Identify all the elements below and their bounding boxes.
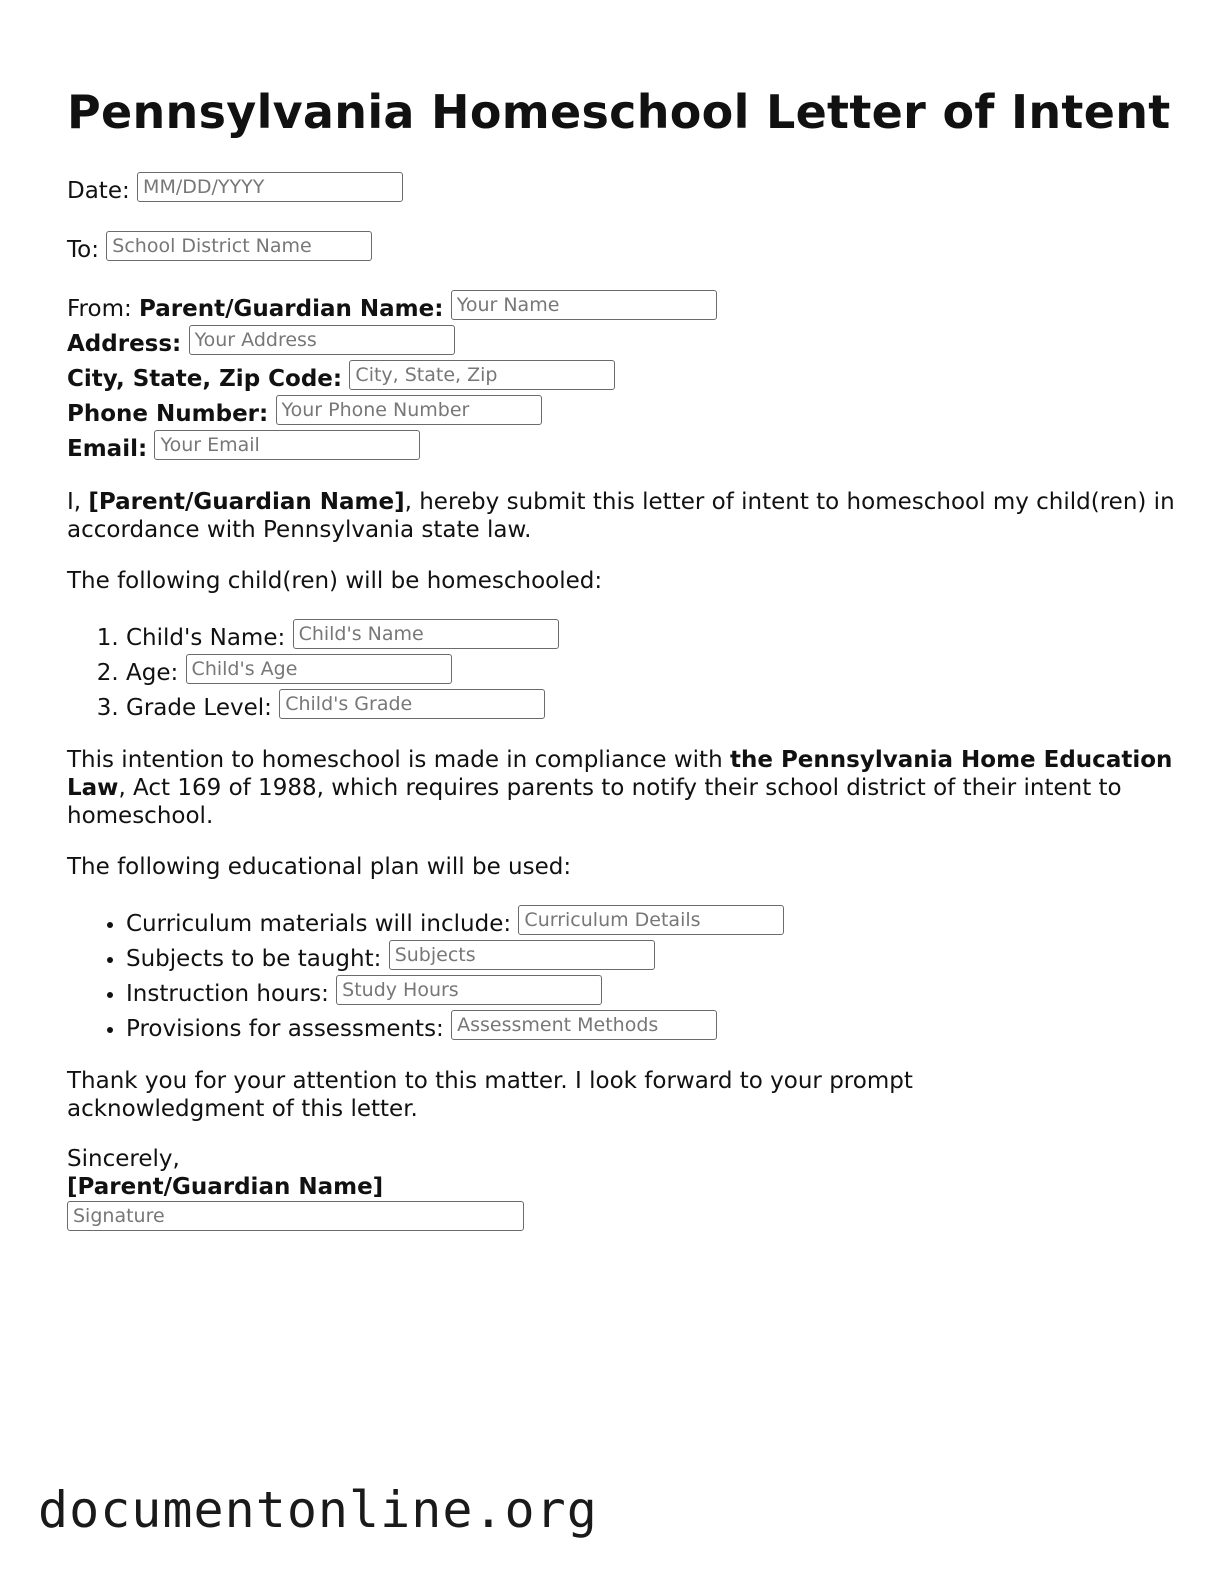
sincerely-text: Sincerely, — [67, 1146, 180, 1172]
from-label: From: — [67, 296, 132, 322]
intro-name-token: [Parent/Guardian Name] — [88, 489, 405, 515]
parent-name-field[interactable]: Your Name — [451, 290, 717, 320]
compliance-paragraph — [67, 746, 1187, 830]
curriculum-field[interactable]: Curriculum Details — [518, 905, 784, 935]
school-district-field[interactable]: School District Name — [106, 231, 372, 261]
email-field[interactable]: Your Email — [154, 430, 420, 460]
city-state-zip-field[interactable]: City, State, Zip — [349, 360, 615, 390]
instruction-hours-field[interactable]: Study Hours — [336, 975, 602, 1005]
compliance-prefix: This intention to homeschool is made in compliance with — [67, 747, 730, 773]
plan-intro: The following educational plan will be used: — [67, 854, 572, 880]
signature-field[interactable]: Signature — [67, 1201, 524, 1231]
children-intro: The following child(ren) will be homeschooled: — [67, 568, 603, 594]
curriculum-label: Curriculum materials will include: — [126, 911, 512, 937]
email-label: Email: — [67, 436, 148, 462]
list-item — [126, 940, 1187, 975]
watermark: documentonline.org — [38, 1481, 598, 1539]
letter-page — [67, 84, 1187, 1234]
grade-level-label: Grade Level: — [126, 695, 272, 721]
list-item — [126, 1010, 1187, 1045]
thanks-paragraph: Thank you for your attention to this matter. I look forward to your prompt acknowledgment of this letter. — [67, 1068, 913, 1122]
instruction-hours-label: Instruction hours: — [126, 981, 329, 1007]
date-field[interactable]: MM/DD/YYYY — [137, 172, 403, 202]
compliance-suffix: , Act 169 of 1988, which requires parents to notify their school district of their intent to homeschool. — [67, 775, 1122, 829]
subjects-field[interactable]: Subjects — [389, 940, 655, 970]
to-label: To: — [67, 237, 99, 263]
child-age-field[interactable]: Child's Age — [186, 654, 452, 684]
date-label: Date: — [67, 178, 130, 204]
intro-suffix: , hereby submit this letter of intent to homeschool my child(ren) in accordance with Pennsylvania state law. — [67, 489, 1175, 543]
phone-label: Phone Number: — [67, 401, 269, 427]
list-item — [126, 905, 1187, 940]
compliance-law: the Pennsylvania Home Education Law — [67, 747, 1173, 801]
plan-list — [67, 905, 1187, 1045]
children-list — [67, 619, 1187, 724]
list-item — [126, 654, 1187, 689]
assessment-label: Provisions for assessments: — [126, 1016, 444, 1042]
list-item — [126, 619, 1187, 654]
grade-level-field[interactable]: Child's Grade — [279, 689, 545, 719]
intro-paragraph — [67, 488, 1187, 544]
closing-block — [67, 1145, 1187, 1234]
page-title: Pennsylvania Homeschool Letter of Intent — [67, 85, 1171, 139]
address-label: Address: — [67, 331, 182, 357]
city-state-zip-label: City, State, Zip Code: — [67, 366, 343, 392]
child-name-label: Child's Name: — [126, 625, 286, 651]
list-item — [126, 689, 1187, 724]
phone-field[interactable]: Your Phone Number — [276, 395, 542, 425]
assessment-field[interactable]: Assessment Methods — [451, 1010, 717, 1040]
child-name-field[interactable]: Child's Name — [293, 619, 559, 649]
list-item — [126, 975, 1187, 1010]
parent-name-label: Parent/Guardian Name: — [139, 296, 444, 322]
closing-name-token: [Parent/Guardian Name] — [67, 1174, 384, 1200]
sender-block — [67, 290, 1187, 465]
address-field[interactable]: Your Address — [189, 325, 455, 355]
intro-prefix: I, — [67, 489, 89, 515]
date-row — [67, 172, 1187, 207]
child-age-label: Age: — [126, 660, 179, 686]
to-row — [67, 231, 1187, 266]
subjects-label: Subjects to be taught: — [126, 946, 382, 972]
